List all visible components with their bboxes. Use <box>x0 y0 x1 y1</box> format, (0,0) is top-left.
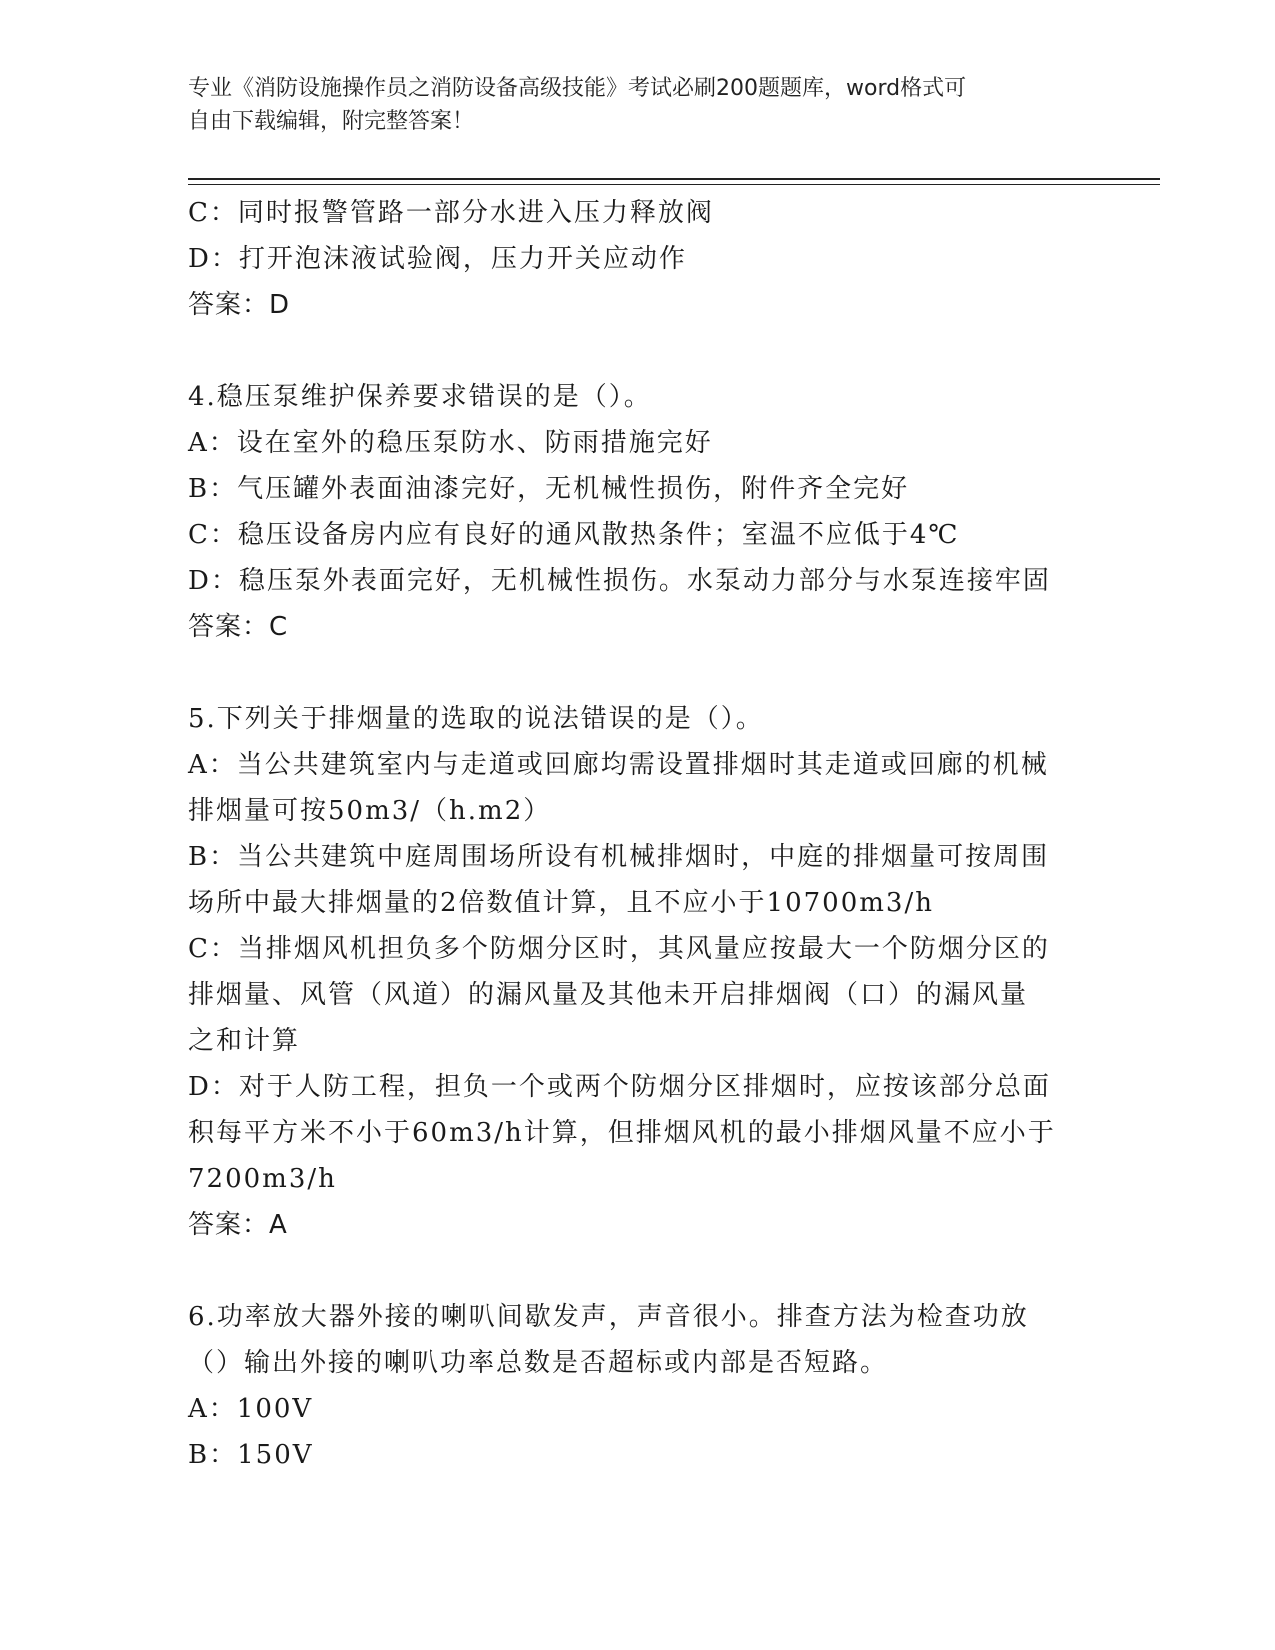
q6-option-b: B：150V <box>188 1440 314 1470</box>
q6-stem-line-2: （）输出外接的喇叭功率总数是否超标或内部是否短路。 <box>188 1348 889 1378</box>
q3-option-c: C：同时报警管路一部分水进入压力释放阀 <box>188 198 714 228</box>
q4-option-d: D：稳压泵外表面完好，无机械性损伤。水泵动力部分与水泵连接牢固 <box>188 566 1051 596</box>
q5-stem: 5.下列关于排烟量的选取的说法错误的是（）。 <box>188 704 764 734</box>
q6-option-a: A：100V <box>188 1394 314 1424</box>
q5-option-b-line-1: B：当公共建筑中庭周围场所设有机械排烟时，中庭的排烟量可按周围 <box>188 842 1050 872</box>
question-5 <box>188 696 1088 1248</box>
question-list <box>188 190 1088 1478</box>
question-3 <box>188 190 1088 328</box>
q6-stem-line-1: 6.功率放大器外接的喇叭间歇发声，声音很小。排查方法为检查功放 <box>188 1302 1029 1332</box>
header-divider-thin <box>188 184 1160 185</box>
q5-option-d-line-3: 7200m3/h <box>188 1164 337 1194</box>
q4-option-b: B：气压罐外表面油漆完好，无机械性损伤，附件齐全完好 <box>188 474 910 504</box>
q4-option-c: C：稳压设备房内应有良好的通风散热条件；室温不应低于4℃ <box>188 520 960 550</box>
page-header <box>188 72 1068 138</box>
spacer <box>188 328 1088 374</box>
q4-option-a: A：设在室外的稳压泵防水、防雨措施完好 <box>188 428 713 458</box>
q5-option-c-line-1: C：当排烟风机担负多个防烟分区时，其风量应按最大一个防烟分区的 <box>188 934 1050 964</box>
q5-option-d-line-2: 积每平方米不小于60m3/h计算，但排烟风机的最小排烟风量不应小于 <box>188 1118 1056 1148</box>
q5-option-d-line-1: D：对于人防工程，担负一个或两个防烟分区排烟时，应按该部分总面 <box>188 1072 1051 1102</box>
question-6 <box>188 1294 1088 1478</box>
q5-option-b-line-2: 场所中最大排烟量的2倍数值计算，且不应小于10700m3/h <box>188 888 934 918</box>
q4-stem: 4.稳压泵维护保养要求错误的是（）。 <box>188 382 652 412</box>
question-4 <box>188 374 1088 650</box>
header-divider-thick <box>188 178 1160 180</box>
q5-option-a-line-1: A：当公共建筑室内与走道或回廊均需设置排烟时其走道或回廊的机械 <box>188 750 1049 780</box>
q3-answer: 答案：D <box>188 290 291 320</box>
q5-option-c-line-3: 之和计算 <box>188 1026 301 1056</box>
q5-option-c-line-2: 排烟量、风管（风道）的漏风量及其他未开启排烟阀（口）的漏风量 <box>188 980 1029 1010</box>
spacer <box>188 650 1088 696</box>
q5-option-a-line-2: 排烟量可按50m3/（h.m2） <box>188 796 552 826</box>
header-line-2: 自由下载编辑，附完整答案！ <box>188 109 475 134</box>
spacer <box>188 1248 1088 1294</box>
q4-answer: 答案：C <box>188 612 289 642</box>
q5-answer: 答案：A <box>188 1210 288 1240</box>
q3-option-d: D：打开泡沫液试验阀，压力开关应动作 <box>188 244 687 274</box>
header-line-1: 专业《消防设施操作员之消防设备高级技能》考试必刷200题题库，word格式可 <box>188 76 967 101</box>
